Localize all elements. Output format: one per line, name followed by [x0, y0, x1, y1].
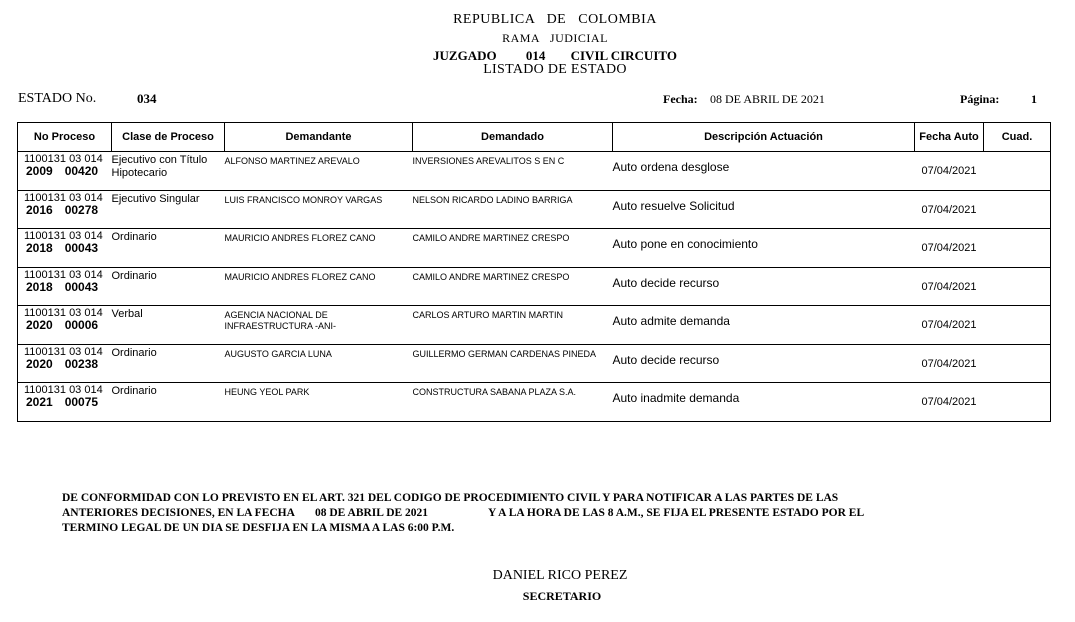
- proceso-year: 2016: [26, 202, 53, 217]
- cell-cuad: [984, 229, 1051, 268]
- proceso-year: 2018: [26, 279, 53, 294]
- cell-descripcion: Auto admite demanda: [613, 306, 915, 345]
- cell-proceso: [18, 306, 112, 345]
- cell-descripcion: Auto decide recurso: [613, 344, 915, 383]
- col-header-proceso: No Proceso: [18, 123, 112, 152]
- proceso-number: 00075: [64, 395, 99, 409]
- cell-demandado: CARLOS ARTURO MARTIN MARTIN: [413, 306, 613, 345]
- cell-fecha: 07/04/2021: [915, 267, 984, 306]
- court-number: 014: [525, 48, 546, 63]
- cell-demandado: GUILLERMO GERMAN CARDENAS PINEDA: [413, 344, 613, 383]
- page-label: Página:: [960, 92, 1000, 106]
- cell-demandante: MAURICIO ANDRES FLOREZ CANO: [225, 267, 413, 306]
- proceso-year: 2009: [26, 164, 53, 178]
- table-row: [18, 229, 1051, 268]
- country-header: REPUBLICA DE COLOMBIA: [453, 12, 657, 27]
- cell-cuad: [984, 383, 1051, 422]
- cell-clase: Ejecutivo Singular: [112, 190, 225, 229]
- col-header-cuad: Cuad.: [984, 123, 1051, 152]
- cell-cuad: [984, 152, 1051, 191]
- table-header-row: [18, 123, 1051, 152]
- cell-cuad: [984, 267, 1051, 306]
- cell-fecha: 07/04/2021: [915, 306, 984, 345]
- proceso-number: 00043: [64, 241, 99, 255]
- cell-clase: Ordinario: [112, 344, 225, 383]
- cell-fecha: 07/04/2021: [915, 229, 984, 268]
- proceso-prefix: 1100131 03 014: [24, 345, 103, 358]
- notice-line-2a: ANTERIORES DECISIONES, EN LA FECHA: [62, 507, 295, 519]
- proceso-prefix: 1100131 03 014: [24, 230, 103, 242]
- cell-demandante: MAURICIO ANDRES FLOREZ CANO: [225, 229, 413, 268]
- court-label: JUZGADO: [433, 48, 497, 63]
- branch-header: RAMA JUDICIAL: [502, 31, 608, 45]
- cell-descripcion: Auto pone en conocimiento: [613, 229, 915, 268]
- page-number: 1: [1031, 92, 1037, 106]
- cell-descripcion: Auto ordena desglose: [613, 152, 915, 191]
- notice-text: [62, 491, 992, 536]
- cell-cuad: [984, 306, 1051, 345]
- cell-demandante: AGENCIA NACIONAL DE INFRAESTRUCTURA -ANI-: [225, 306, 413, 345]
- cell-cuad: [984, 190, 1051, 229]
- proceso-year: 2020: [26, 318, 53, 332]
- notice-line-3: TERMINO LEGAL DE UN DIA SE DESFIJA EN LA MISMA A LAS 6:00 P.M.: [62, 522, 455, 534]
- notice-line-1: DE CONFORMIDAD CON LO PREVISTO EN EL ART. 321 DEL CODIGO DE PROCEDIMIENTO CIVIL Y PARA NOTIFICAR A LAS PARTES DE LAS: [62, 492, 839, 504]
- cell-clase: Ordinario: [112, 229, 225, 268]
- cell-fecha: 07/04/2021: [915, 152, 984, 191]
- date-value: 08 DE ABRIL DE 2021: [710, 92, 825, 106]
- cell-demandado: CAMILO ANDRE MARTINEZ CRESPO: [413, 267, 613, 306]
- cell-clase: Verbal: [112, 306, 225, 345]
- cell-demandante: AUGUSTO GARCIA LUNA: [225, 344, 413, 383]
- proceso-number: 00278: [64, 202, 99, 217]
- proceso-number: 00006: [64, 318, 99, 332]
- cell-proceso: [18, 344, 112, 383]
- proceso-radicado: [24, 358, 112, 371]
- cell-proceso: [18, 229, 112, 268]
- estado-number: 034: [137, 91, 157, 106]
- table-row: [18, 267, 1051, 306]
- cell-fecha: 07/04/2021: [915, 190, 984, 229]
- cell-clase: Ordinario: [112, 383, 225, 422]
- cell-fecha: 07/04/2021: [915, 383, 984, 422]
- proceso-number: 00043: [64, 279, 99, 294]
- cell-cuad: [984, 344, 1051, 383]
- proceso-year: 2020: [26, 356, 53, 371]
- signer-role: SECRETARIO: [522, 589, 602, 603]
- cell-demandante: LUIS FRANCISCO MONROY VARGAS: [225, 190, 413, 229]
- notice-line-2: [62, 506, 992, 521]
- table-row: [18, 344, 1051, 383]
- proceso-radicado: [24, 165, 112, 178]
- proceso-radicado: [24, 396, 112, 409]
- cell-clase: Ordinario: [112, 267, 225, 306]
- table-row: [18, 306, 1051, 345]
- table-row: [18, 152, 1051, 191]
- notice-date: 08 DE ABRIL DE 2021: [314, 507, 429, 519]
- proceso-radicado: [24, 319, 112, 332]
- proceso-year: 2018: [26, 241, 53, 255]
- notice-line-2c: Y A LA HORA DE LAS 8 A.M., SE FIJA EL PRESENTE ESTADO POR EL: [488, 507, 865, 519]
- cell-demandado: INVERSIONES AREVALITOS S EN C: [413, 152, 613, 191]
- proceso-prefix: 1100131 03 014: [24, 307, 103, 319]
- cell-clase: Ejecutivo con Título Hipotecario: [112, 152, 225, 191]
- cell-demandado: CAMILO ANDRE MARTINEZ CRESPO: [413, 229, 613, 268]
- estado-label: ESTADO No.: [18, 91, 97, 106]
- proceso-prefix: 1100131 03 014: [24, 153, 103, 165]
- court-type: CIVIL CIRCUITO: [570, 48, 677, 63]
- cell-descripcion: Auto resuelve Solicitud: [613, 190, 915, 229]
- cell-proceso: [18, 383, 112, 422]
- cell-descripcion: Auto decide recurso: [613, 267, 915, 306]
- proceso-prefix: 1100131 03 014: [24, 384, 103, 396]
- col-header-descripcion: Descripción Actuación: [613, 123, 915, 152]
- proceso-radicado: [24, 281, 112, 294]
- cell-demandado: CONSTRUCTURA SABANA PLAZA S.A.: [413, 383, 613, 422]
- proceso-year: 2021: [26, 395, 53, 409]
- col-header-clase: Clase de Proceso: [112, 123, 225, 152]
- cell-fecha: 07/04/2021: [915, 344, 984, 383]
- proceso-prefix: 1100131 03 014: [24, 268, 103, 281]
- cell-proceso: [18, 190, 112, 229]
- proceso-radicado: [24, 204, 112, 217]
- col-header-demandante: Demandante: [225, 123, 413, 152]
- proceso-number: 00238: [64, 356, 99, 371]
- cell-demandado: NELSON RICARDO LADINO BARRIGA: [413, 190, 613, 229]
- proceso-prefix: 1100131 03 014: [24, 191, 103, 204]
- document-title: LISTADO DE ESTADO: [483, 62, 627, 77]
- proceso-number: 00420: [64, 164, 99, 178]
- cell-proceso: [18, 152, 112, 191]
- proceso-radicado: [24, 242, 112, 255]
- cell-descripcion: Auto inadmite demanda: [613, 383, 915, 422]
- cell-demandante: ALFONSO MARTINEZ AREVALO: [225, 152, 413, 191]
- cell-demandante: HEUNG YEOL PARK: [225, 383, 413, 422]
- date-label: Fecha:: [663, 92, 698, 106]
- table-row: [18, 383, 1051, 422]
- signer-name: DANIEL RICO PEREZ: [492, 568, 628, 583]
- estado-table: [17, 122, 1051, 422]
- col-header-fecha: Fecha Auto: [915, 123, 984, 152]
- cell-proceso: [18, 267, 112, 306]
- table-row: [18, 190, 1051, 229]
- col-header-demandado: Demandado: [413, 123, 613, 152]
